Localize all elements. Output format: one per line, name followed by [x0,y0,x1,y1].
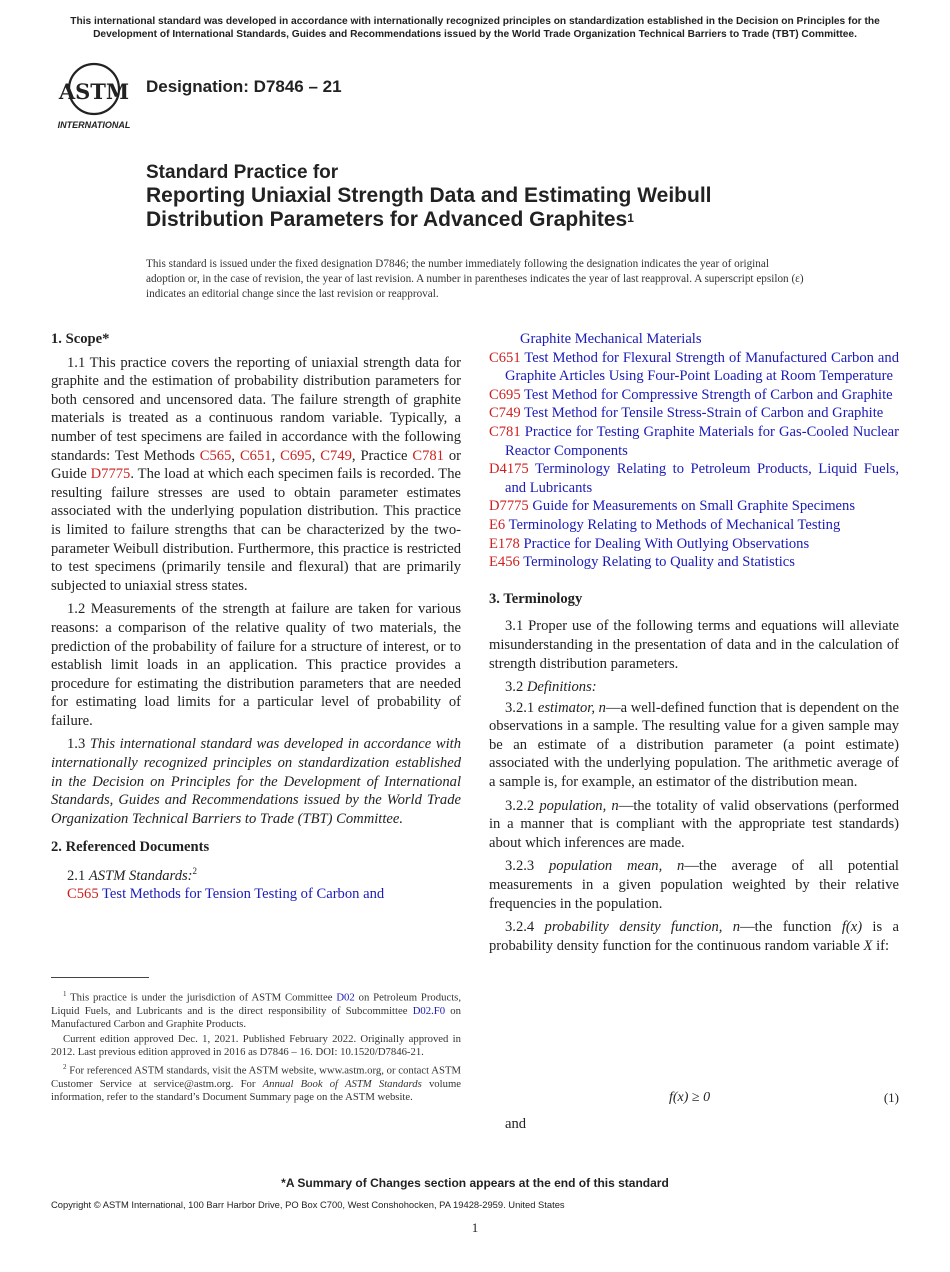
definition-estimator: 3.2.1 estimator, n—a well-defined function that is dependent on the observations in a sample. The resulting value for a given sample may be an estimate of a distribution parameter (a point estimate) associated with the underlying population. The arithmetic average of a sample is, for example, an estimator of the distribution mean. [489,699,899,791]
page-number: 1 [471,1220,479,1235]
terminology-heading: 3. Terminology [489,590,583,607]
ref-item-d4175[interactable]: D4175 Terminology Relating to Petroleum Products, Liquid Fuels, and Lubricants [489,461,900,496]
document-title [146,161,866,232]
terminology-para-3-1: 3.1 Proper use of the following terms and equations will alleviate misunderstanding in the presentation of data and in the calculation of strength distribution parameters. [489,618,899,672]
ref-item-e6[interactable]: E6 Terminology Relating to Methods of Mechanical Testing [489,516,841,533]
ref-link-d7775[interactable]: D7775 [90,466,131,483]
definition-population-mean: 3.2.3 population mean, n—the average of all potential measurements in a given population weighted by their relative frequencies in the population. [489,858,899,912]
ref-item-d7775[interactable]: D7775 Guide for Measurements on Small Graphite Specimens [489,498,855,515]
subcommittee-link-d02f0[interactable]: D02.F0 [412,1004,446,1017]
ref-link-c749[interactable]: C749 [320,447,352,464]
equation-1 [489,1090,899,1110]
equation-number: (1) [883,1090,899,1105]
title-line-2: Reporting Uniaxial Strength Data and Estimating Weibull [146,184,712,207]
ref-link-c565[interactable]: C565 [199,447,232,464]
ref-item-c695[interactable]: C695 Test Method for Compressive Strength of Carbon and Graphite [489,386,893,403]
issuance-note: This standard is issued under the fixed designation D7846; the number immediately following the designation indicates the year of original adoption or, in the case of revision, the year of last revision. A number in parentheses indicates the year of last reapproval. A superscript epsilon (ε) indicates an editorial change since the last revision or reapproval. [146,258,804,300]
footnote-1: $^1$ This practice is under the jurisdiction of ASTM Committee D02 on Petroleum Products, Liquid Fuels, and Lubricants and is the direct responsibility of Subcommittee D02.F0 on Manufactured Carbon and Graphite Products. [51,990,461,1030]
title-line-3 [146,208,866,232]
scope-para-1-3: 1.3 This international standard was developed in accordance with internationally recognized principles on standardization established in the Decision on Principles for the Development of International Standards, Guides and Recommendations issued by the World Trade Organization Technical Barriers to Trade (TBT) Committee. [51,736,462,827]
ref-item-c749[interactable]: C749 Test Method for Tensile Stress-Strain of Carbon and Graphite [489,405,884,422]
ref-item-c781[interactable]: C781 Practice for Testing Graphite Materials for Gas-Cooled Nuclear Reactor Components [489,423,899,459]
astm-standards-label: 2.1 ASTM Standards:$^2$ [67,866,198,884]
ref-item-c565[interactable]: C565 Test Methods for Tension Testing of Carbon and [67,886,385,903]
and-text: and [505,1116,527,1132]
ref-link-c651[interactable]: C651 [239,447,272,464]
top-notice: This international standard was developed in accordance with internationally recognized principles on standardization established in the Decision on Principles for the Development of International Standards, Guides and Recommendations issued by the World Trade Organization Technical Barriers to Trade (TBT) Committee. [70,16,880,40]
astm-logo-icon [54,56,134,132]
definitions-label: 3.2 Definitions: [505,679,597,696]
right-column [489,330,899,960]
equation-expression: f(x) ≥ 0 [669,1090,711,1105]
designation: Designation: D7846 – 21 [146,77,342,96]
scope-para-1-1: 1.1 This practice covers the reporting of uniaxial strength data for graphite and the estimation of probability distribution parameters for both censored and uncensored data. The failure strength of graphite materials is treated as a continuous random variable. Typically, a number of test specimens are failed in accordance with the following standards: Test Methods C565, C651, C695, C749, Practice C781 or Guide D7775. The load at which each specimen fails is recorded. The resulting failure stresses are used to obtain parameter estimates associated with the underlying population distribution. This practice is limited to failure strengths that can be characterized by the two-parameter Weibull distribution. Furthermore, this practice is restricted to test specimens (primarily tensile and flexural) that are primarily subjected to uniaxial stress states. [51,354,462,594]
ref-link-c781[interactable]: C781 [412,447,444,464]
ref-item-e456[interactable]: E456 Terminology Relating to Quality and Statistics [489,554,795,571]
left-column [51,330,461,904]
logo-letters: ASTM [58,79,130,104]
copyright: Copyright © ASTM International, 100 Barr Harbor Drive, PO Box C700, West Conshohocken, PA 19428-2959. United States [51,1199,565,1210]
scope-para-1-2: 1.2 Measurements of the strength at failure are taken for various reasons: a comparison of the relative quality of two materials, the prediction of the probability of failure for a structure of interest, or to establish limit loads in an application. This practice provides a procedure for estimating the distribution parameters that are needed for estimating load limits for a particular level of probability of failure. [51,601,461,729]
definition-pdf: 3.2.4 probability density function, n—the function f(x) is a probability density function for the continuous random variable X if: [489,919,899,954]
footnote-2: $^2$ For referenced ASTM standards, visit the ASTM website, www.astm.org, or contact ASTM Customer Service at service@astm.org. For Annual Book of ASTM Standards volume information, refer to the standard’s Document Summary page on the ASTM website. [51,1063,462,1103]
footnote-divider [51,977,149,978]
ref-item-c565-cont[interactable]: Graphite Mechanical Materials [520,331,702,347]
title-line-1: Standard Practice for [146,162,339,183]
definition-population: 3.2.2 population, n—the totality of valid observations (performed in a manner that is compliant with the appropriate test standards) about which inferences are made. [489,797,900,851]
ref-link-c695[interactable]: C695 [280,447,312,464]
title-footnote-mark: 1 [627,211,634,225]
ref-item-c651[interactable]: C651 Test Method for Flexural Strength of Manufactured Carbon and Graphite Articles Using Four-Point Loading at Room Temperature [489,349,899,385]
ref-item-e178[interactable]: E178 Practice for Dealing With Outlying Observations [489,535,810,552]
edition-note: Current edition approved Dec. 1, 2021. Published February 2022. Originally approved in 2012. Last previous edition approved in 2016 as D7846 – 16. DOI: 10.1520/D7846-21. [51,1032,461,1058]
referenced-heading: 2. Referenced Documents [51,839,210,856]
logo-subtext: INTERNATIONAL [57,120,131,130]
summary-of-changes-note: *A Summary of Changes section appears at the end of this standard [281,1176,669,1190]
scope-heading: 1. Scope* [51,331,110,347]
footnotes [51,988,461,1106]
title-line-3-text: Distribution Parameters for Advanced Graphites [146,208,628,231]
committee-link-d02[interactable]: D02 [336,991,355,1004]
